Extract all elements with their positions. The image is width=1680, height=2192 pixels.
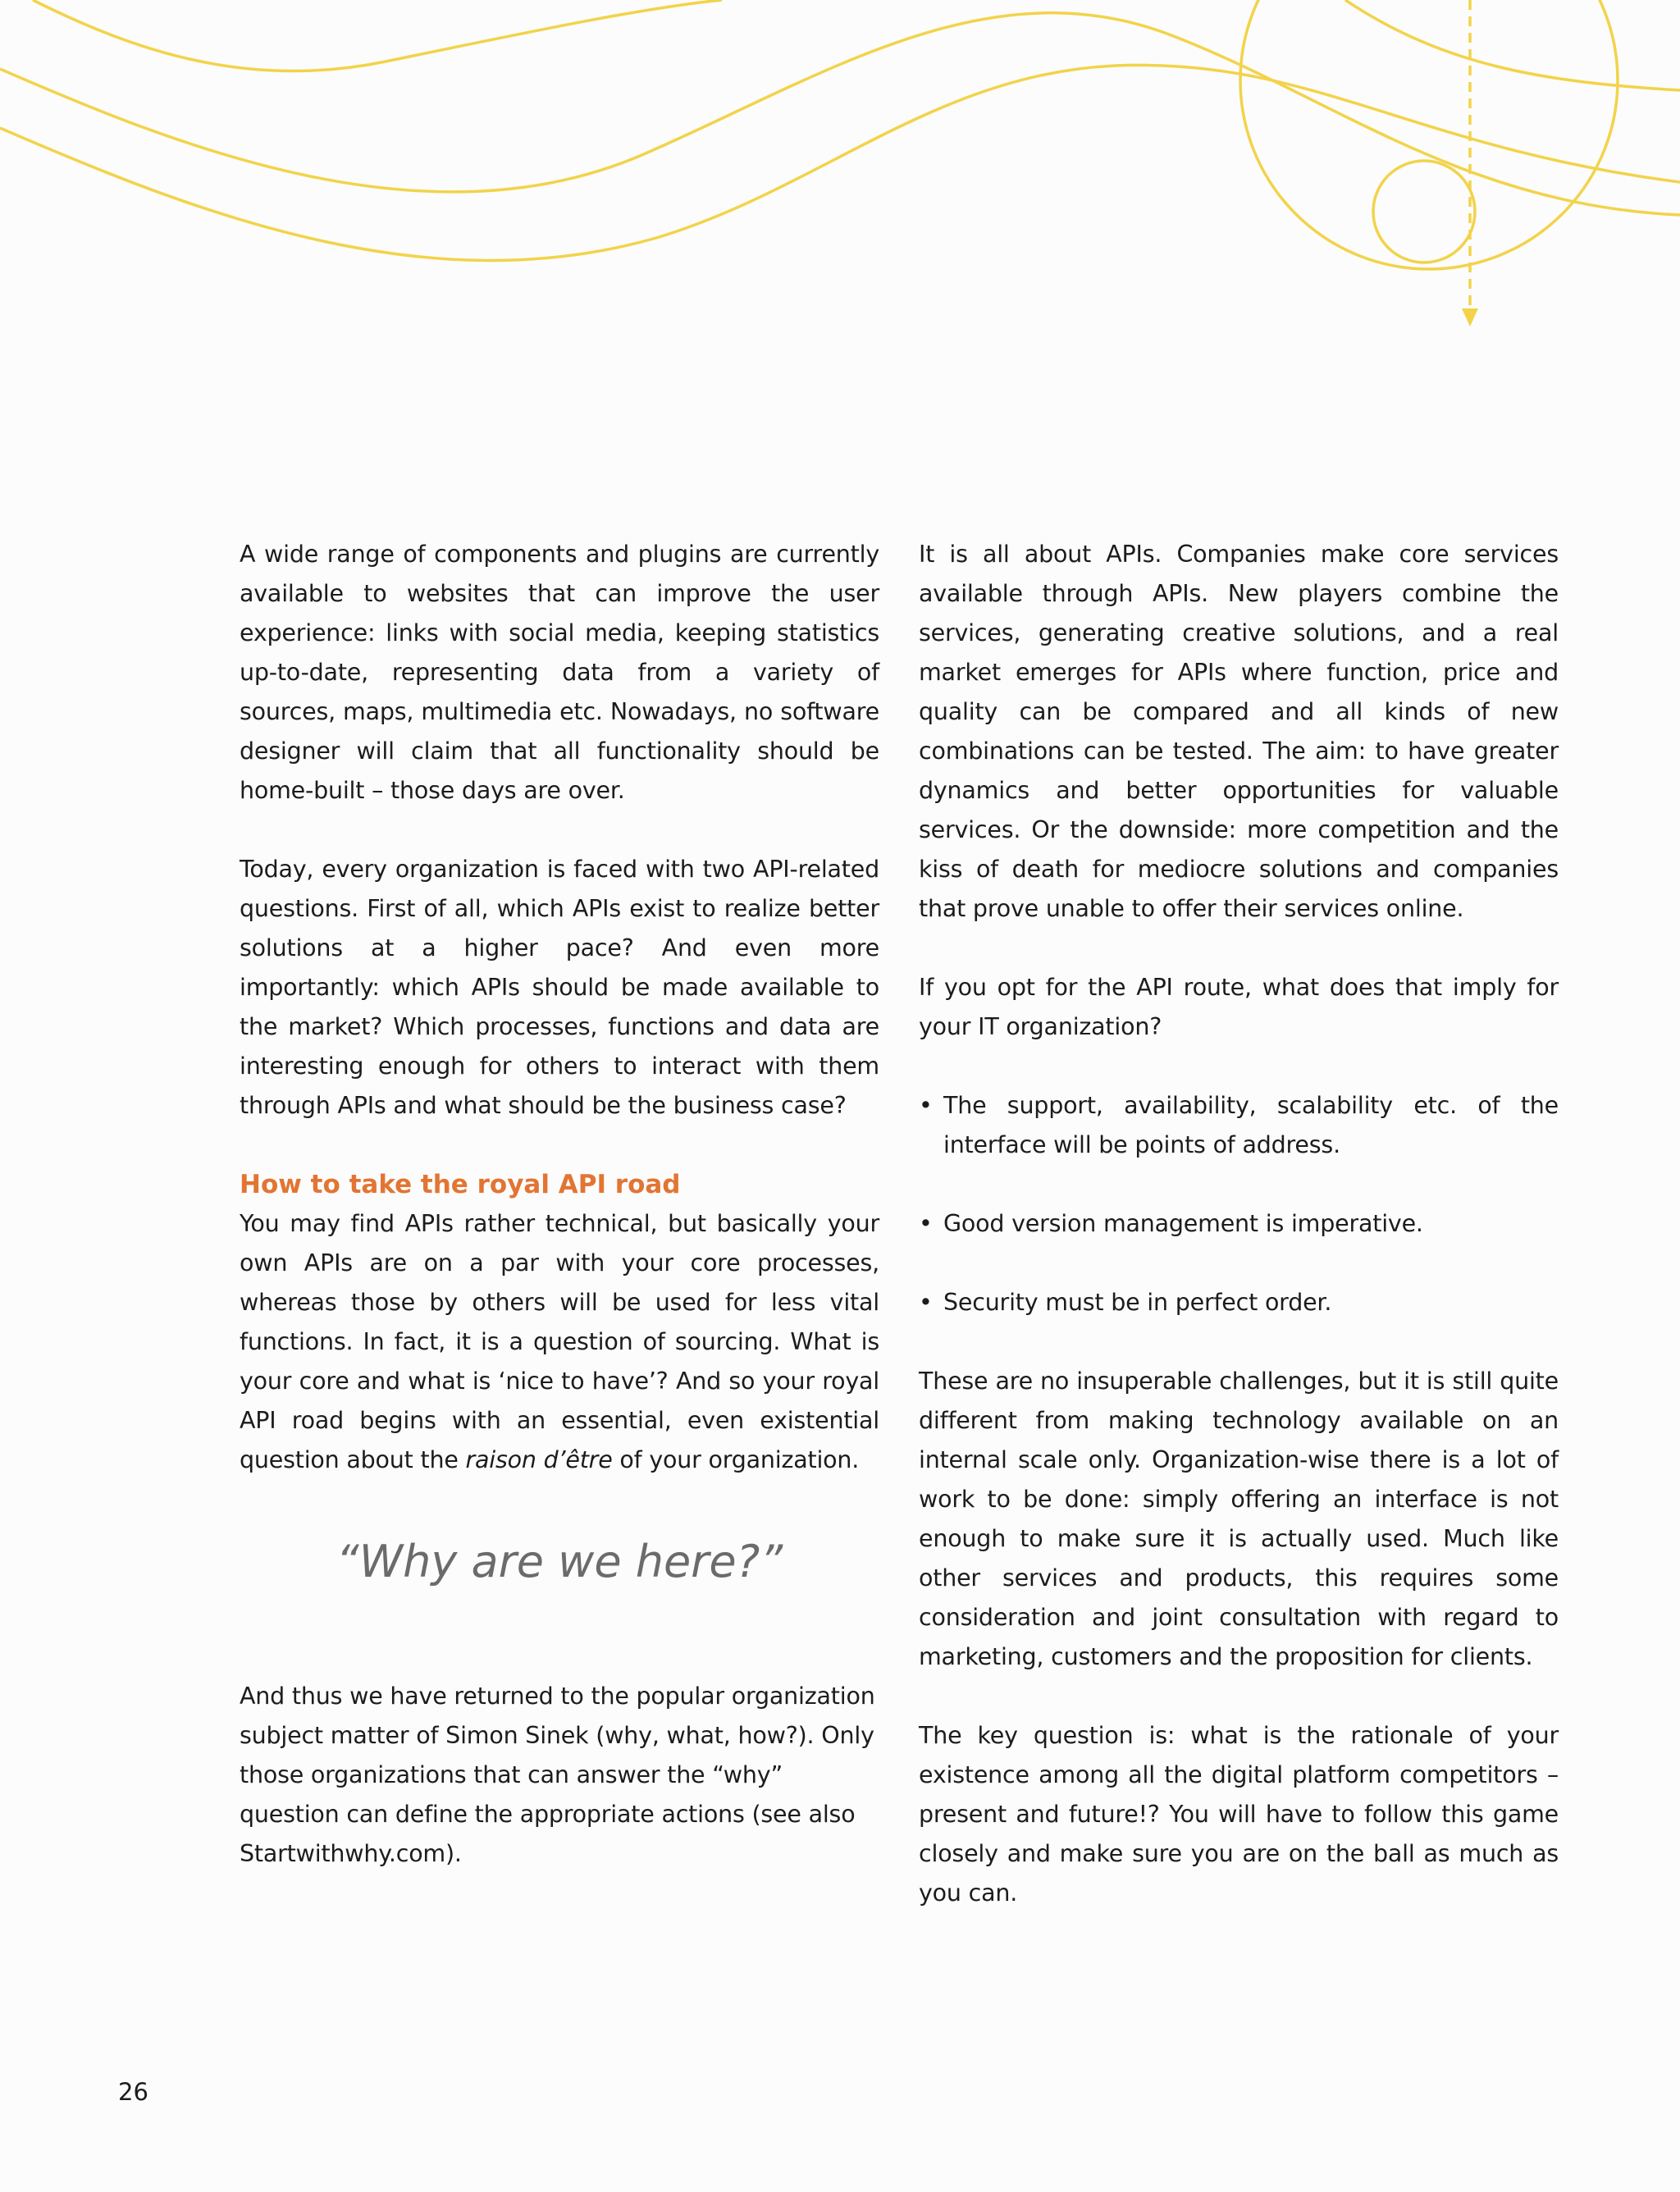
left-paragraph-3-end: of your organization. [619,1446,860,1473]
wave-line-4 [1345,0,1680,90]
left-paragraph-3-italic: raison d’être [465,1446,613,1473]
small-circle [1373,161,1475,263]
bullet-text: The support, availability, scalability etc. of the interface will be points of address. [943,1092,1559,1158]
large-circle [1240,0,1618,269]
arrow-head-icon [1462,308,1478,327]
right-column [919,535,1559,1913]
list-item [919,1204,1559,1244]
right-paragraph-4: The key question is: what is the rationale of your existence among all the digital platform competitors – present and future!? You will have to follow this game closely and make sure you are on the ball as much as you can. [919,1722,1559,1907]
bullet-text: Security must be in perfect order. [943,1289,1332,1316]
left-paragraph-2: Today, every organization is faced with two API-related questions. First of all, which APIs exist to realize better solutions at a higher pace? And even more importantly: which APIs should be made available to the market? Which processes, functions and data are interesting enough for others to interact with them through APIs and what should be the business case? [240,856,879,1119]
bullet-icon: • [919,1092,933,1119]
left-paragraph-4: And thus we have returned to the popular organization subject matter of Simon Sinek (why, what, how?). Only those organizations that can answer the “why” question can define the appropriate actions (see also Startwithwhy.com). [240,1683,875,1867]
left-paragraph-1: A wide range of components and plugins are currently available to websites that can improve the user experience: links with social media, keeping statistics up-to-date, representing data from a variety of sources, maps, multimedia etc. Nowadays, no software designer will claim that all functionality should be home-built – those days are over. [240,541,879,804]
bullet-text: Good version management is imperative. [943,1210,1423,1237]
right-paragraph-3: These are no insuperable challenges, but it is still quite different from making technology available on an internal scale only. Organization-wise there is a lot of work to be done: simply offering an interface is not enough to make sure it is actually used. Much like other services and products, this requires some consideration and joint consultation with regard to marketing, customers and the proposition for clients. [919,1368,1559,1670]
page-number: 26 [118,2078,148,2106]
wave-line-3 [33,0,722,71]
bullet-icon: • [919,1289,933,1316]
right-paragraph-1: It is all about APIs. Companies make core services available through APIs. New players combine the services, generating creative solutions, and a real market emerges for APIs where function, price and quality can be compared and all kinds of new combinations can be tested. The aim: to have greater dynamics and better opportunities for valuable services. Or the downside: more competition and the kiss of death for mediocre solutions and companies that prove unable to offer their services online. [919,541,1559,922]
list-item [919,1086,1559,1165]
left-paragraph-3 [240,1204,879,1480]
header-wave-decoration [0,0,1680,345]
list-item [919,1283,1559,1322]
left-paragraph-3-text: You may find APIs rather technical, but basically your own APIs are on a par with your core processes, whereas those by others will be used for less vital functions. In fact, it is a question of sourcing. What is your core and what is ‘nice to have’? And so your royal API road begins with an essential, even existential question about the [240,1210,879,1473]
section-heading: How to take the royal API road [240,1170,681,1199]
right-paragraph-2: If you opt for the API route, what does that imply for your IT organization? [919,974,1559,1040]
pull-quote: “Why are we here?” [336,1536,783,1587]
left-column [240,535,879,1913]
bullet-list [919,1086,1559,1322]
bullet-icon: • [919,1210,933,1237]
